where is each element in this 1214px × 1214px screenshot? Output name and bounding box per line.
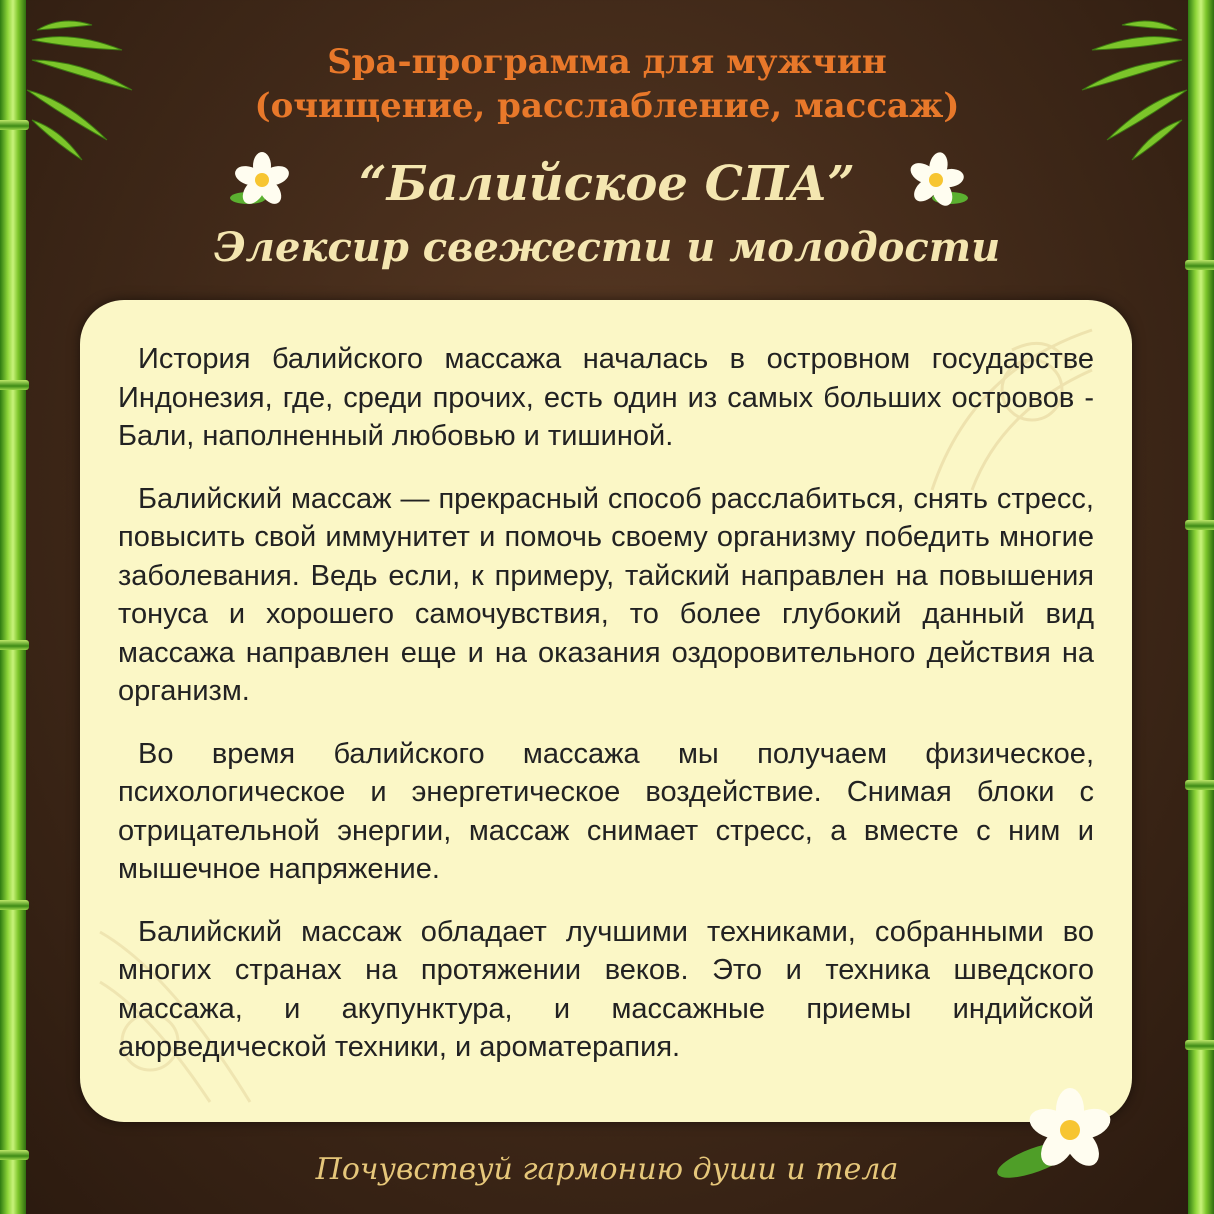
paragraph-benefits: Балийский массаж — прекрасный способ расслабиться, снять стресс, повысить свой иммунитет и помочь своему организму победить многие заболевания. Ведь если, к примеру, тайский направлен на повышения тонуса и хорошего самочувствия, то более глубокий данный вид массажа направлен еще и на оказания оздоровительного действия на организм. [118,482,1094,707]
plumeria-flower-icon [900,150,972,210]
paragraph-history: История балийского массажа началась в островном государстве Индонезия, где, среди прочих, есть один из самых больших островов - Бали, наполненный любовью и тишиной. [118,343,1094,452]
program-title [0,40,1214,128]
program-line-2: (очищение, расслабление, массаж) [254,86,960,126]
spa-subtitle: Элексир свежести и молодости [213,224,1001,271]
plumeria-flower-icon [226,150,298,210]
content-card [80,300,1132,1122]
paragraph-effects: Во время балийского массажа мы получаем физическое, психологическое и энергетическое воздействие. Снимая блоки с отрицательной энергии, массаж снимает стресс, а вместе с ним и мышечное напряжение. [118,737,1094,885]
paragraph-techniques: Балийский массаж обладает лучшими техниками, собранными во многих странах на протяжении веков. Это и техника шведского массажа, и акупунктура, и массажные приемы индийской аюрведической техники, и ароматерапия. [118,915,1094,1063]
spa-title: “Балийское СПА” [359,156,855,212]
program-line-1: Spa-программа для мужчин [327,42,887,82]
footer-slogan: Почувствуй гармонию души и тела [315,1152,899,1187]
